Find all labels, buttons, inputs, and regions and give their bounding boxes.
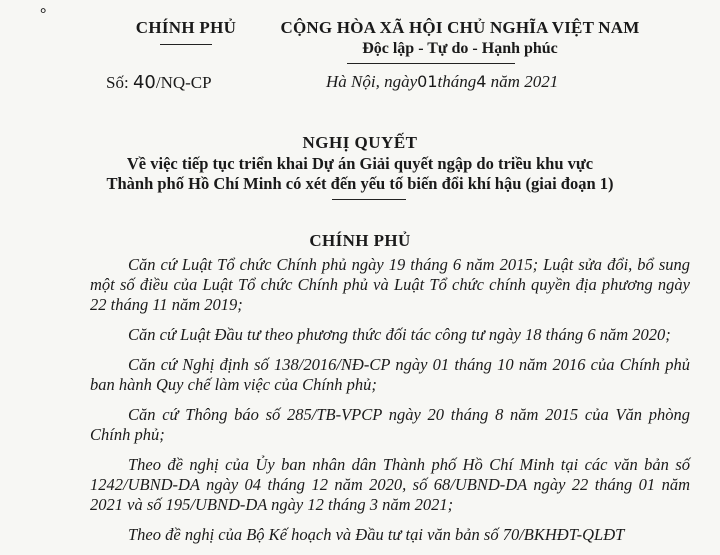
body-paragraph: Theo đề nghị của Bộ Kế hoạch và Đầu tư tại văn bản số 70/BKHĐT-QLĐT	[128, 525, 625, 544]
corner-mark: °	[40, 6, 47, 23]
docno-suffix: /NQ-CP	[155, 73, 212, 92]
national-header	[250, 18, 670, 58]
issuing-body-underline	[160, 44, 212, 45]
date-day: 01	[417, 72, 438, 91]
date-month: 4	[476, 72, 487, 91]
body-paragraph: Căn cứ Luật Tổ chức Chính phủ ngày 19 tháng 6 năm 2015; Luật sửa đổi, bổ sung một số điều của Luật Tổ chức Chính phủ và Luật Tổ chức chính quyền địa phương ngày 22 tháng 11 năm 2019;	[90, 255, 690, 314]
date-month-word: tháng	[437, 72, 477, 91]
title-underline	[332, 199, 406, 200]
national-motto: Độc lập - Tự do - Hạnh phúc	[362, 40, 558, 57]
document-body	[90, 255, 690, 555]
body-paragraph: Căn cứ Thông báo số 285/TB-VPCP ngày 20 tháng 8 năm 2015 của Văn phòng Chính phủ;	[90, 405, 690, 444]
body-paragraph: Căn cứ Nghị định số 138/2016/NĐ-CP ngày 01 tháng 10 năm 2016 của Chính phủ ban hành Quy chế làm việc của Chính phủ;	[90, 355, 690, 394]
issuer-heading: CHÍNH PHỦ	[309, 231, 411, 250]
document-number	[106, 72, 212, 93]
document-title: NGHỊ QUYẾT	[302, 133, 418, 152]
body-paragraph: Căn cứ Luật Đầu tư theo phương thức đối tác công tư ngày 18 tháng 6 năm 2020;	[128, 325, 671, 344]
issuing-body-name: CHÍNH PHỦ	[135, 18, 237, 37]
docno-handwritten-number: 40	[132, 72, 156, 93]
place-text: Hà Nội, ngày	[326, 72, 418, 91]
nation-name: CỘNG HÒA XÃ HỘI CHỦ NGHĨA VIỆT NAM	[280, 18, 640, 37]
subtitle-line: Về việc tiếp tục triển khai Dự án Giải quyết ngập do triều khu vực	[126, 154, 594, 173]
date-year: năm 2021	[490, 72, 559, 91]
subtitle-line: Thành phố Hồ Chí Minh có xét đến yếu tố biến đổi khí hậu (giai đoạn 1)	[106, 174, 614, 193]
document-subtitle	[0, 154, 720, 194]
issuing-body	[96, 18, 276, 38]
docno-prefix: Số:	[106, 73, 129, 92]
place-and-date	[326, 72, 558, 92]
motto-underline	[347, 63, 515, 64]
body-paragraph: Theo đề nghị của Ủy ban nhân dân Thành phố Hồ Chí Minh tại các văn bản số 1242/UBND-DA ngày 04 tháng 12 năm 2020, số 68/UBND-DA ngày 22 tháng 01 năm 2021 và số 195/UBND-DA ngày 12 tháng 3 năm 2021;	[90, 455, 690, 514]
